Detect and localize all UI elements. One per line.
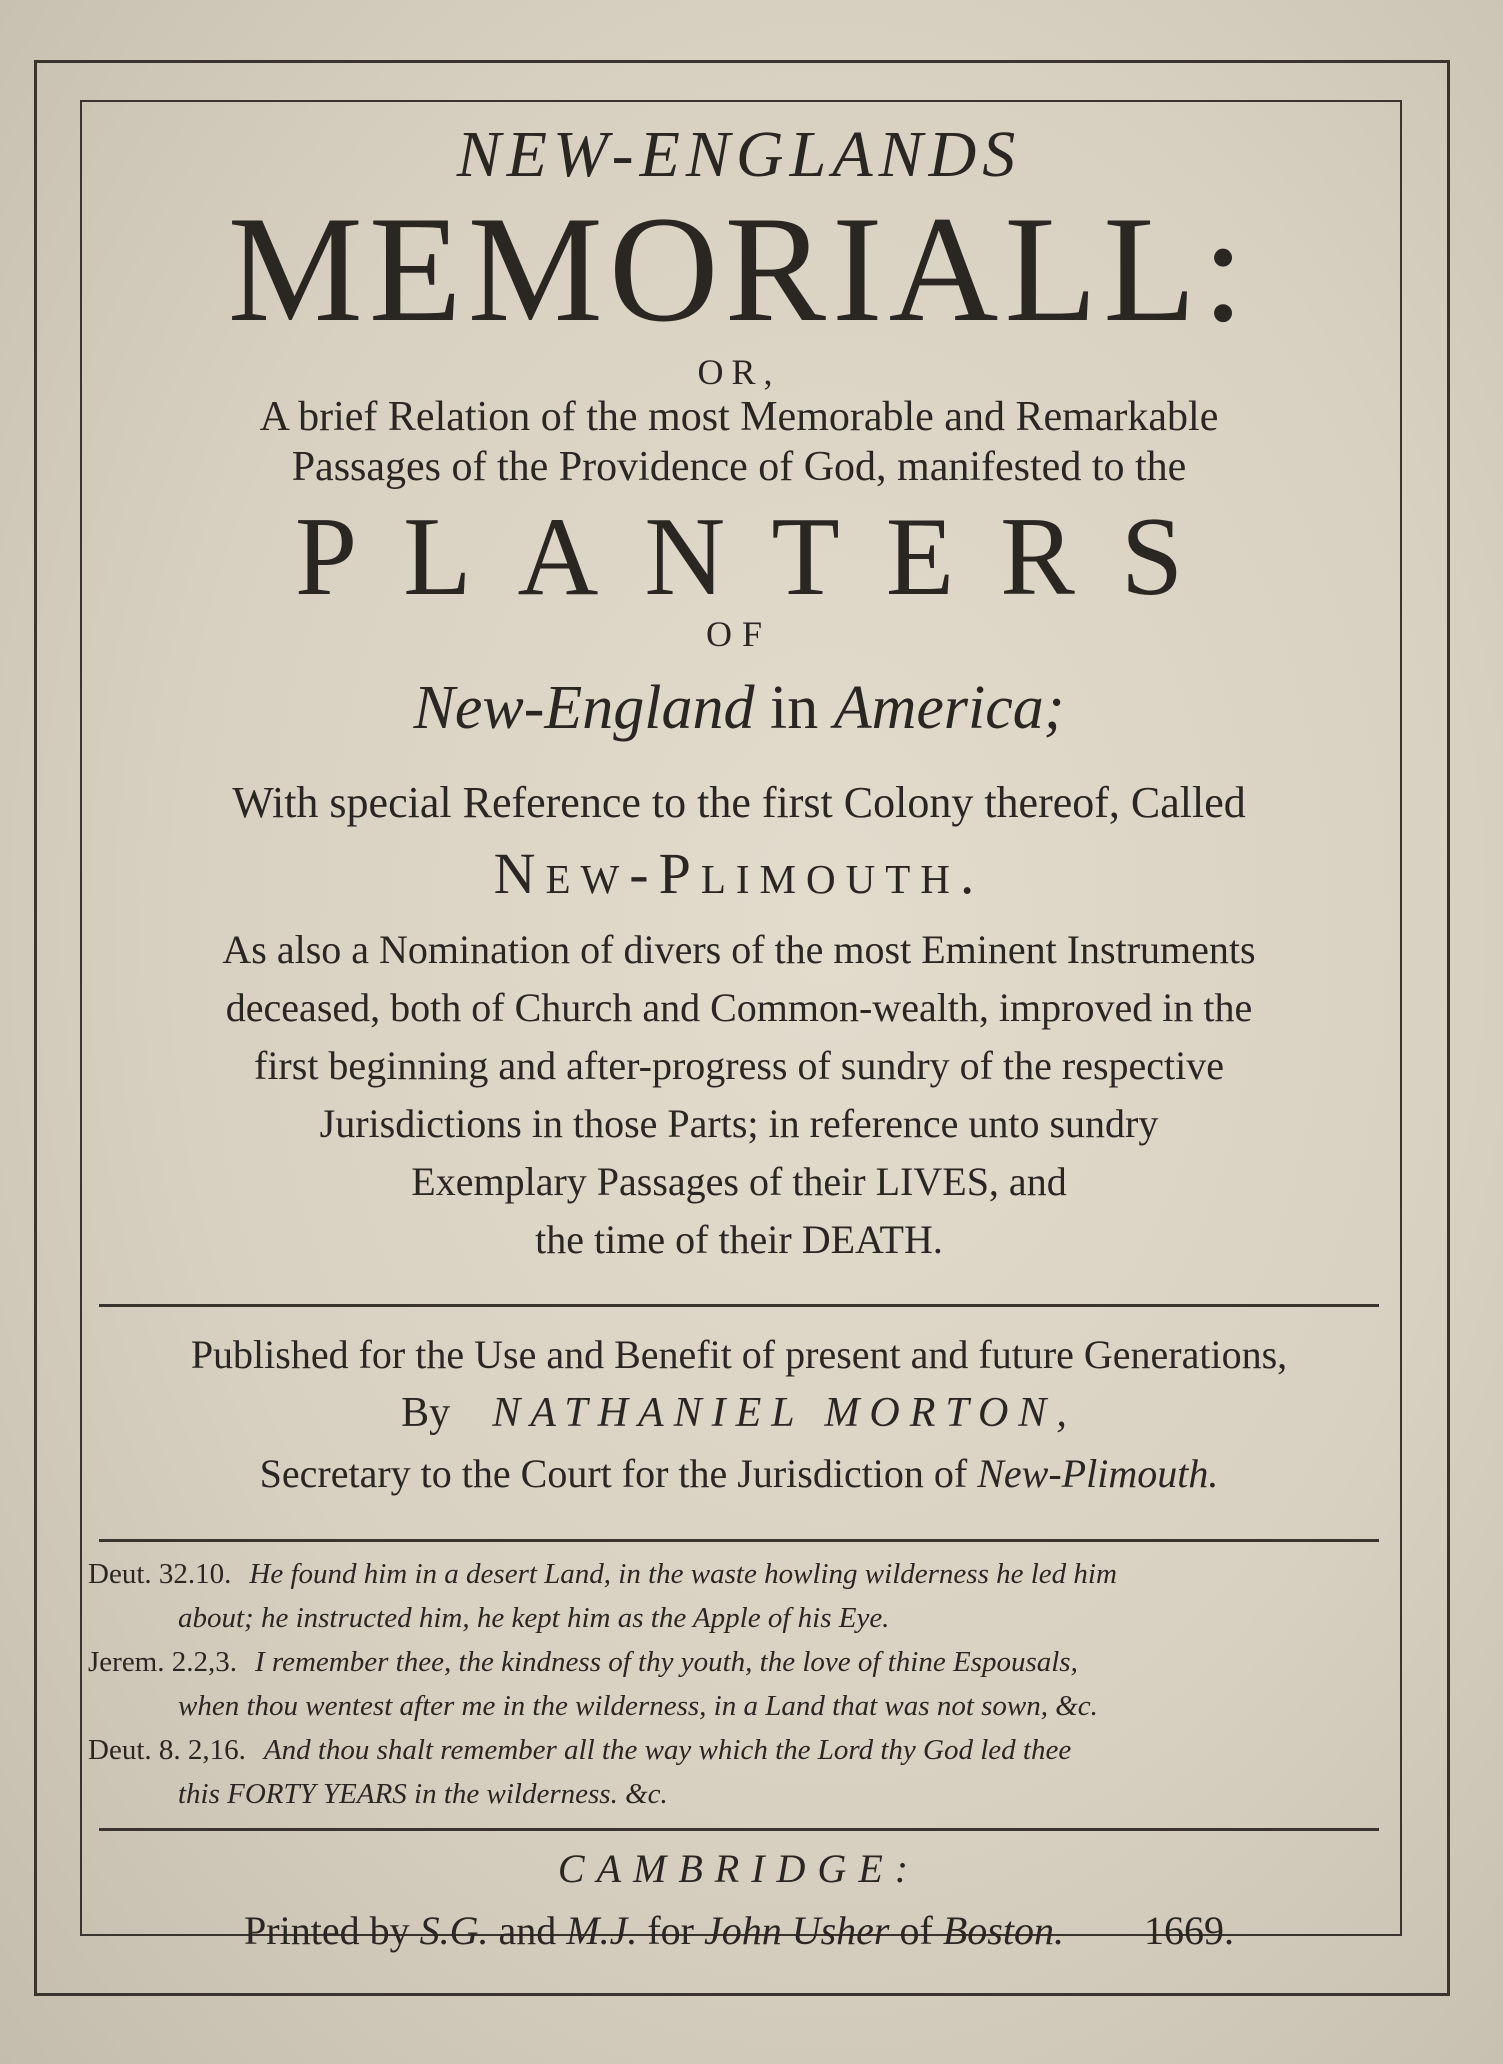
scripture-epigraphs (82, 1552, 1396, 1816)
verse-reference: Deut. 32.10. (88, 1558, 232, 1590)
divider-rule (99, 1539, 1379, 1542)
special-reference: With special Reference to the first Colony thereof, Called (232, 778, 1246, 827)
author-line (82, 1381, 1396, 1445)
verse-text: when thou wentest after me in the wilderness, in a Land that was not sown, &c. (178, 1690, 1098, 1722)
secretary-text: Secretary to the Court for the Jurisdiction of (259, 1451, 968, 1496)
verse-text: I remember thee, the kindness of thy youth, the love of thine Espousals, (255, 1646, 1078, 1678)
new-england-line (82, 660, 1396, 756)
imprint-printer-1: S.G. (419, 1908, 489, 1953)
imprint-printed-by: Printed by (244, 1908, 410, 1953)
title-page-content (82, 102, 1396, 1963)
nomination-line-2: deceased, both of Church and Common-wealth, improved in the (225, 985, 1253, 1030)
verse-reference: Jerem. 2.2,3. (88, 1646, 237, 1678)
imprint-and: and (498, 1908, 557, 1953)
nomination-line-3: first beginning and after-progress of sundry of the respective (254, 1043, 1224, 1088)
verse-text: about; he instructed him, he kept him as the Apple of his Eye. (178, 1602, 890, 1634)
imprint-line (82, 1899, 1396, 1963)
description-line-2: Passages of the Providence of God, manifested to the (291, 444, 1187, 490)
secretary-line (82, 1445, 1396, 1503)
new-plimouth-heading: New-Plimouth. (493, 841, 985, 906)
verse-text: And thou shalt remember all the way which the Lord thy God led thee (263, 1734, 1072, 1766)
description-line-1: A brief Relation of the most Memorable and Remarkable (259, 394, 1219, 440)
verse-line (88, 1728, 1396, 1772)
divider-rule (99, 1828, 1379, 1831)
author-name: NATHANIEL MORTON, (492, 1390, 1077, 1436)
imprint-printer-2: M.J. (566, 1908, 638, 1953)
in-word: in (770, 674, 819, 742)
nomination-line-4: Jurisdictions in those Parts; in reference unto sundry (319, 1101, 1159, 1146)
nomination-line-1: As also a Nomination of divers of the most Eminent Instruments (222, 927, 1256, 972)
imprint-year: 1669. (1143, 1908, 1234, 1953)
imprint-bookseller: John Usher (703, 1908, 890, 1953)
imprint-place: CAMBRIDGE: (557, 1846, 921, 1891)
verse-line (88, 1640, 1396, 1684)
verse-reference: Deut. 8. 2,16. (88, 1734, 246, 1766)
title-kicker: NEW-ENGLANDS (456, 118, 1022, 191)
new-england-text: New-England (413, 674, 755, 742)
verse-text: this FORTY YEARS in the wilderness. &c. (178, 1778, 668, 1810)
or-word: OR, (697, 352, 781, 392)
nomination-line-5: Exemplary Passages of their LIVES, and (411, 1159, 1067, 1204)
verse-text: He found him in a desert Land, in the waste howling wilderness he led him (249, 1558, 1117, 1590)
imprint-for: for (647, 1908, 694, 1953)
published-line: Published for the Use and Benefit of present and future Generations, (190, 1332, 1288, 1377)
planters-heading: PLANTERS (294, 495, 1230, 619)
divider-rule (99, 1304, 1379, 1307)
secretary-place: New-Plimouth. (977, 1451, 1219, 1496)
imprint-city: Boston. (942, 1908, 1064, 1953)
by-word: By (401, 1390, 451, 1436)
nomination-line-6: the time of their DEATH. (535, 1217, 943, 1262)
verse-line (88, 1552, 1396, 1596)
america-text: America; (833, 674, 1065, 742)
imprint-of: of (899, 1908, 933, 1953)
of-word: OF (705, 614, 773, 654)
main-title: MEMORIALL: (227, 185, 1251, 353)
